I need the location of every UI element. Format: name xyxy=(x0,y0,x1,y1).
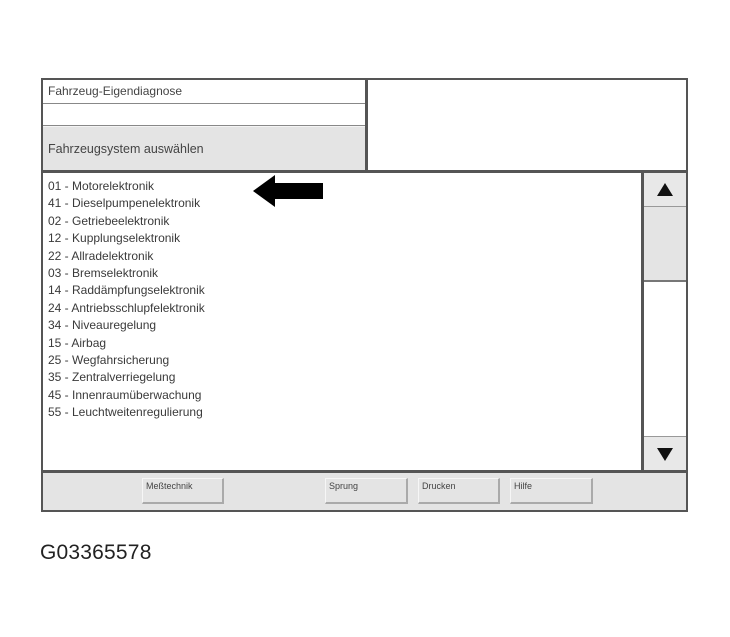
header-right-panel xyxy=(368,80,686,170)
list-item[interactable]: 55 - Leuchtweitenregulierung xyxy=(48,405,203,420)
scroll-down-button[interactable] xyxy=(644,436,686,470)
select-system-prompt: Fahrzeugsystem auswählen xyxy=(43,126,365,170)
list-item[interactable]: 15 - Airbag xyxy=(48,335,107,350)
window-title: Fahrzeug-Eigendiagnose xyxy=(43,80,365,104)
list-item[interactable]: 41 - Dieselpumpenelektronik xyxy=(48,196,201,211)
drucken-button[interactable]: Drucken xyxy=(418,478,500,504)
bottom-toolbar xyxy=(43,473,686,510)
list-item[interactable]: 01 - Motorelektronik xyxy=(48,179,155,193)
figure-caption: G03365578 xyxy=(40,541,152,564)
list-item[interactable]: 34 - Niveauregelung xyxy=(48,318,157,333)
header-left-panel xyxy=(43,80,368,170)
system-list xyxy=(43,173,644,470)
list-item[interactable]: 25 - Wegfahrsicherung xyxy=(48,352,170,367)
list-item[interactable]: 02 - Getriebeelektronik xyxy=(48,213,170,228)
scroll-thumb[interactable] xyxy=(644,207,686,282)
left-arrow-icon xyxy=(253,174,323,208)
list-item[interactable]: 35 - Zentralverriegelung xyxy=(48,370,176,385)
triangle-up-icon xyxy=(657,183,673,196)
header-area xyxy=(43,80,686,173)
vertical-scrollbar[interactable] xyxy=(644,173,686,470)
list-item[interactable]: 14 - Raddämpfungselektronik xyxy=(48,283,205,298)
list-item[interactable]: 45 - Innenraumüberwachung xyxy=(48,387,202,402)
scroll-up-button[interactable] xyxy=(644,173,686,207)
header-blank-row xyxy=(43,104,365,126)
list-item[interactable]: 24 - Antriebsschlupfelektronik xyxy=(48,300,205,315)
diagnosis-window xyxy=(41,78,688,512)
list-item[interactable]: 03 - Bremselektronik xyxy=(48,265,159,280)
hilfe-button[interactable]: Hilfe xyxy=(510,478,593,504)
triangle-down-icon xyxy=(657,448,673,461)
list-item[interactable]: 12 - Kupplungselektronik xyxy=(48,231,181,246)
list-item[interactable]: 22 - Allradelektronik xyxy=(48,248,154,263)
system-list-area xyxy=(43,173,686,473)
sprung-button[interactable]: Sprung xyxy=(325,478,408,504)
messtechnik-button[interactable]: Meßtechnik xyxy=(142,478,224,504)
